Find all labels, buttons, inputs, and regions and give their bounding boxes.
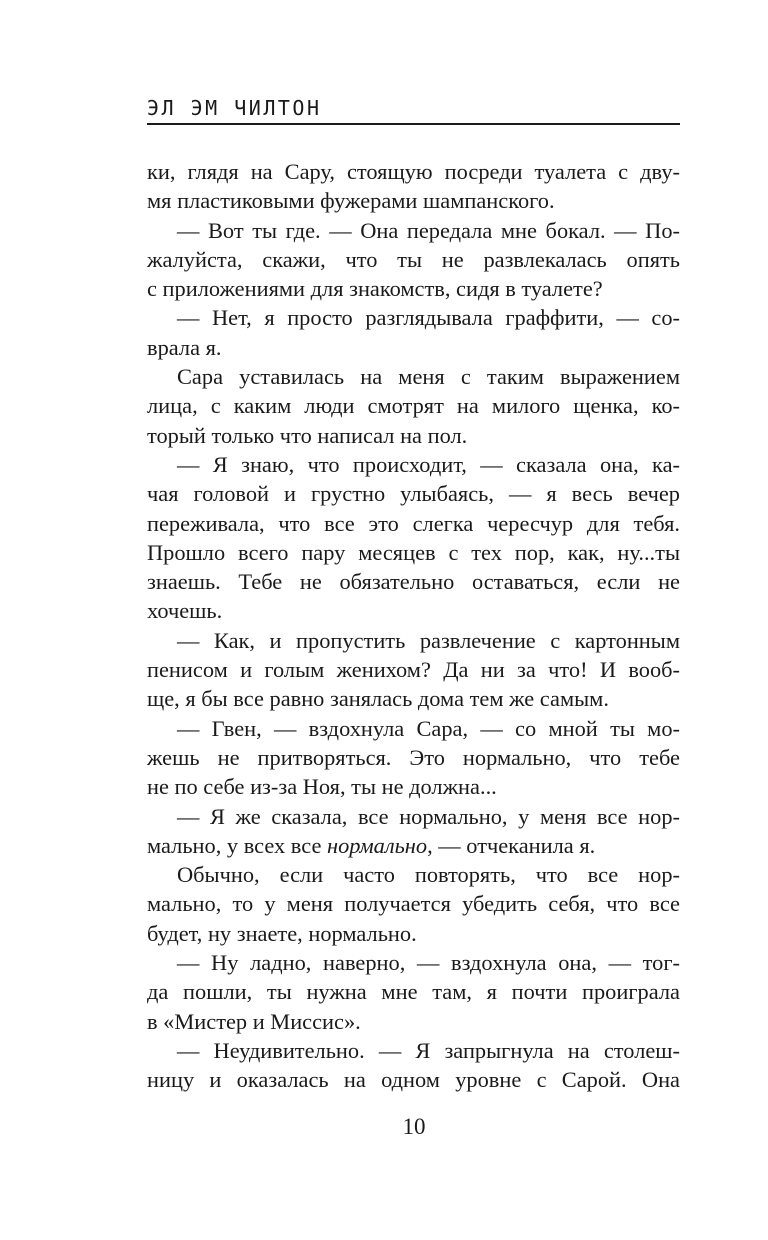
text-line: — Гвен, — вздохнула Сара, — со мной ты мо- [177, 715, 680, 741]
body-text [147, 157, 680, 1095]
text-line: пенисом и голым женихом? Да ни за что! И вооб- [147, 657, 680, 683]
text-line: жешь не притворяться. Это нормально, что тебе [147, 744, 680, 770]
text-line: врала я. [147, 334, 222, 360]
text-line: мально, то у меня получается убедить себя, что все [147, 891, 680, 917]
text-line-part: мально, у всех все [147, 832, 327, 858]
text-line: ницу и оказалась на одном уровне с Сарой. Она [147, 1067, 680, 1093]
text-line: мя пластиковыми фужерами шампанского. [147, 188, 555, 214]
text-line-part: , — отчеканила я. [427, 832, 596, 858]
page-number: 10 [402, 1114, 426, 1139]
text-line: — Неудивительно. — Я запрыгнула на столеш- [177, 1037, 680, 1063]
emphasis-word: нормально [326, 832, 428, 858]
text-line: переживала, что все это слегка чересчур для тебя. [147, 510, 680, 536]
text-line: — Ну ладно, наверно, — вздохнула она, — тог- [177, 950, 680, 976]
text-line: хочешь. [147, 598, 223, 624]
text-line: — Как, и пропустить развлечение с картонным [177, 627, 680, 653]
text-line: Обычно, если часто повторять, что все нор- [177, 862, 680, 888]
text-line: — Я знаю, что происходит, — сказала она, ка- [177, 451, 680, 477]
text-line: чая головой и грустно улыбаясь, — я весь вечер [147, 481, 680, 507]
text-line: будет, ну знаете, нормально. [147, 920, 417, 946]
text-line: — Нет, я просто разглядывала граффити, — со- [177, 305, 680, 331]
running-head-author: ЭЛ ЭМ ЧИЛТОН [147, 96, 322, 120]
text-line: — Вот ты где. — Она передала мне бокал. — По- [177, 217, 680, 243]
text-line: с приложениями для знакомств, сидя в туалете? [147, 276, 603, 302]
text-line: не по себе из-за Ноя, ты не должна... [147, 774, 497, 800]
text-line: Сара уставилась на меня с таким выражением [177, 364, 680, 390]
text-line: ще, я бы все равно занялась дома тем же самым. [147, 686, 609, 712]
text-line: в «Мистер и Миссис». [147, 1008, 361, 1034]
text-line: знаешь. Тебе не обязательно оставаться, если не [147, 569, 680, 595]
text-line: — Я же сказала, все нормально, у меня все нор- [177, 803, 680, 829]
text-line [147, 831, 680, 860]
text-line: жалуйста, скажи, что ты не развлекалась опять [147, 246, 680, 272]
text-line: лица, с каким люди смотрят на милого щенка, ко- [147, 393, 680, 419]
header-rule [147, 123, 680, 125]
text-line: торый только что написал на пол. [147, 422, 468, 448]
text-line: ки, глядя на Сару, стоящую посреди туалета с дву- [147, 159, 680, 184]
text-line: да пошли, ты нужна мне там, я почти проиграла [147, 979, 680, 1005]
text-line: Прошло всего пару месяцев с тех пор, как, ну...ты [147, 539, 680, 565]
